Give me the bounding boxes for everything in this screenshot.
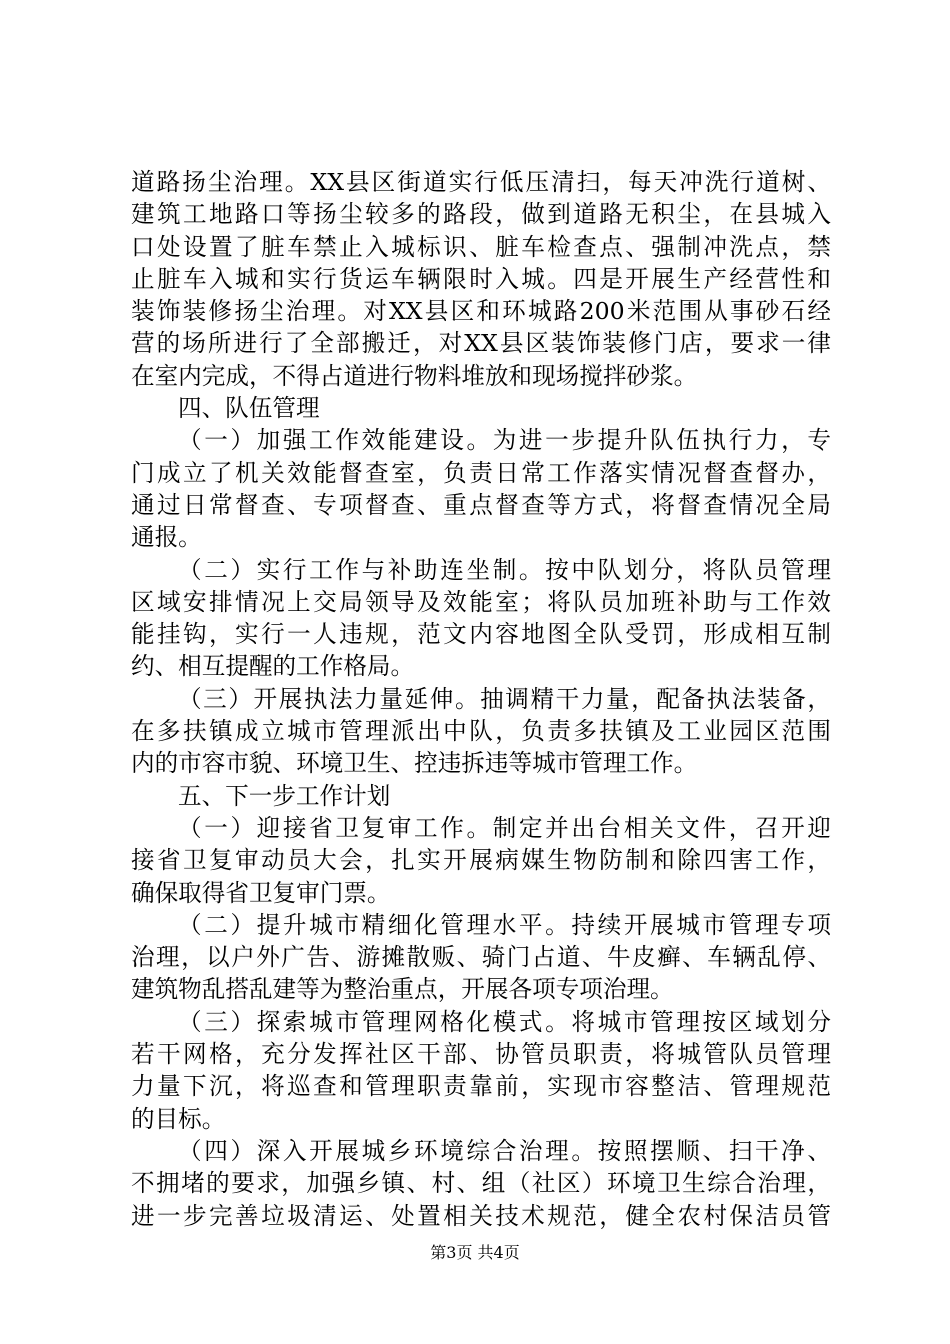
text-line: 若干网格，充分发挥社区干部、协管员职责，将城管队员管理 bbox=[131, 1040, 831, 1069]
text-line: 区域安排情况上交局领导及效能室；将队员加班补助与工作效 bbox=[131, 587, 831, 616]
page-footer: 第3页 共4页 bbox=[430, 1243, 520, 1262]
text-line: （二）提升城市精细化管理水平。持续开展城市管理专项 bbox=[178, 910, 831, 939]
text-line: 接省卫复审动员大会，扎实开展病媒生物防制和除四害工作， bbox=[131, 846, 831, 875]
text-line: 进一步完善垃圾清运、处置相关技术规范，健全农村保洁员管 bbox=[131, 1201, 831, 1230]
section-heading: 五、下一步工作计划 bbox=[178, 781, 391, 810]
text-line: 建筑物乱搭乱建等为整治重点，开展各项专项治理。 bbox=[131, 975, 674, 1004]
text-line: 内的市容市貌、环境卫生、控违拆违等城市管理工作。 bbox=[131, 749, 698, 778]
text-line: 通过日常督查、专项督查、重点督查等方式，将督查情况全局 bbox=[131, 490, 831, 519]
text-line: （一）加强工作效能建设。为进一步提升队伍执行力，专 bbox=[178, 426, 831, 455]
text-line: 建筑工地路口等扬尘较多的路段，做到道路无积尘，在县城入 bbox=[131, 200, 831, 229]
section-heading: 四、队伍管理 bbox=[178, 394, 320, 423]
text-line: 装饰装修扬尘治理。对XX县区和环城路200米范围从事砂石经 bbox=[131, 297, 831, 326]
text-line: 口处设置了脏车禁止入城标识、脏车检查点、强制冲洗点，禁 bbox=[131, 232, 831, 261]
text-line: 在多扶镇成立城市管理派出中队，负责多扶镇及工业园区范围 bbox=[131, 717, 831, 746]
text-line: （三）探索城市管理网格化模式。将城市管理按区域划分 bbox=[178, 1007, 831, 1036]
text-line: 营的场所进行了全部搬迁，对XX县区装饰装修门店，要求一律 bbox=[131, 329, 831, 358]
text-line: 不拥堵的要求，加强乡镇、村、组（社区）环境卫生综合治理， bbox=[131, 1169, 831, 1198]
text-line: （三）开展执法力量延伸。抽调精干力量，配备执法装备， bbox=[178, 684, 831, 713]
text-line: 的目标。 bbox=[131, 1104, 226, 1133]
document-body bbox=[131, 166, 831, 1232]
text-line: （一）迎接省卫复审工作。制定并出台相关文件，召开迎 bbox=[178, 813, 831, 842]
text-line: 确保取得省卫复审门票。 bbox=[131, 878, 391, 907]
text-line: （二）实行工作与补助连坐制。按中队划分，将队员管理 bbox=[178, 555, 831, 584]
text-line: 约、相互提醒的工作格局。 bbox=[131, 652, 415, 681]
text-line: 治理，以户外广告、游摊散贩、骑门占道、牛皮癣、车辆乱停、 bbox=[131, 943, 831, 972]
text-line: 力量下沉，将巡查和管理职责靠前，实现市容整洁、管理规范 bbox=[131, 1072, 831, 1101]
text-line: 道路扬尘治理。XX县区街道实行低压清扫，每天冲洗行道树、 bbox=[131, 168, 831, 196]
text-line: 止脏车入城和实行货运车辆限时入城。四是开展生产经营性和 bbox=[131, 264, 831, 293]
text-line: 通报。 bbox=[131, 523, 202, 552]
text-line: 门成立了机关效能督查室，负责日常工作落实情况督查督办， bbox=[131, 458, 831, 487]
text-line: 能挂钩，实行一人违规，范文内容地图全队受罚，形成相互制 bbox=[131, 620, 831, 649]
text-line: （四）深入开展城乡环境综合治理。按照摆顺、扫干净、 bbox=[178, 1136, 831, 1165]
text-line: 在室内完成，不得占道进行物料堆放和现场搅拌砂浆。 bbox=[131, 361, 698, 390]
